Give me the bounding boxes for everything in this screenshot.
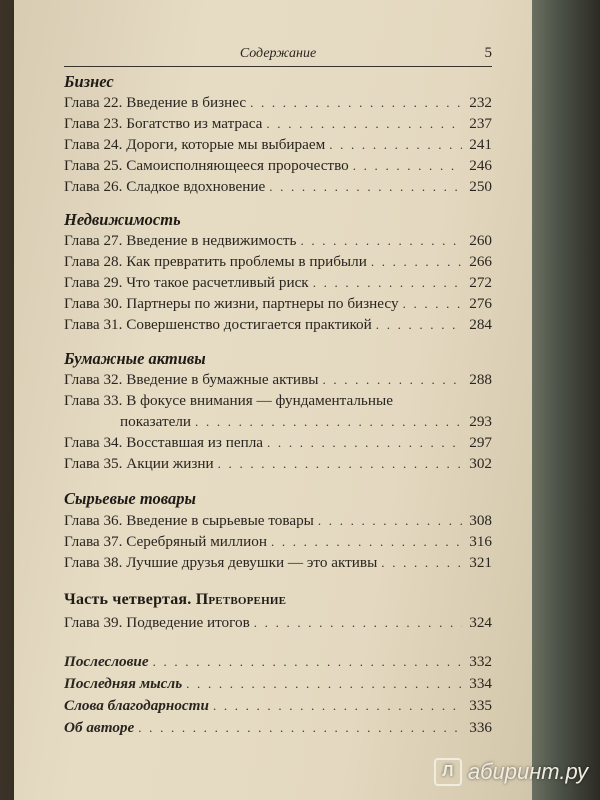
- section-title-business: Бизнес: [64, 72, 114, 91]
- leader-dots: [403, 296, 462, 312]
- toc-entry: [64, 232, 492, 252]
- toc-entry-back-matter: [64, 697, 492, 717]
- toc-entry-page: 308: [469, 512, 492, 529]
- toc-entry-text: Глава 24. Дороги, которые мы выбираем: [64, 136, 326, 153]
- toc-entry-text: Глава 25. Самоисполняющееся пророчество: [64, 157, 349, 174]
- toc-entry-text: Последняя мысль: [64, 675, 183, 692]
- section-title-real-estate: Недвижимость: [64, 210, 181, 229]
- leader-dots: [153, 654, 462, 670]
- part-four-prefix: Часть четвертая.: [64, 591, 192, 608]
- toc-entry-text-continued: показатели: [120, 413, 192, 430]
- leader-dots: [300, 233, 462, 249]
- running-header-title: Содержание: [239, 46, 317, 61]
- leader-dots: [318, 513, 462, 529]
- part-four-title: Претворение: [195, 591, 287, 608]
- toc-entry-page: 288: [469, 371, 492, 388]
- toc-entry: [64, 512, 492, 532]
- toc-entry-back-matter: [64, 719, 492, 739]
- leader-dots: [195, 414, 462, 430]
- toc-entry-page: 321: [469, 554, 492, 571]
- toc-entry-text: Глава 23. Богатство из матраса: [64, 115, 263, 132]
- toc-entry-continuation: [64, 413, 492, 433]
- toc-entry-page: 246: [469, 157, 492, 174]
- toc-entry-page: 293: [469, 413, 492, 430]
- leader-dots: [329, 137, 462, 153]
- toc-entry: [64, 178, 492, 198]
- leader-dots: [271, 534, 462, 550]
- header-rule: [64, 66, 492, 67]
- toc-entry-back-matter: [64, 675, 492, 695]
- toc-entry-page: 241: [469, 136, 492, 153]
- toc-entry-text: Послесловие: [64, 653, 149, 670]
- leader-dots: [376, 317, 462, 333]
- toc-entry-text: Глава 35. Акции жизни: [64, 455, 214, 472]
- toc-entry-text: Глава 22. Введение в бизнес: [64, 94, 247, 111]
- part-four-heading: [64, 591, 286, 609]
- toc-entry-text: Глава 32. Введение в бумажные активы: [64, 371, 319, 388]
- toc-entry-page: 276: [469, 295, 492, 312]
- toc-entry-page: 272: [469, 274, 492, 291]
- toc-entry: [64, 157, 492, 177]
- leader-dots: [218, 456, 462, 472]
- toc-entry-text: Глава 33. В фокусе внимания — фундаментальные: [64, 392, 393, 409]
- leader-dots: [353, 158, 462, 174]
- toc-entry-text: Глава 39. Подведение итогов: [64, 614, 250, 631]
- toc-entry-page: 237: [469, 115, 492, 132]
- toc-entry-page: 332: [469, 653, 492, 670]
- toc-entry-text: Об авторе: [64, 719, 135, 736]
- toc-entry-text: Слова благодарности: [64, 697, 209, 714]
- section-title-paper-assets: Бумажные активы: [64, 349, 206, 368]
- toc-entry: [64, 554, 492, 574]
- toc-entry: [64, 316, 492, 336]
- toc-entry-page: 284: [469, 316, 492, 333]
- toc-entry: [64, 253, 492, 273]
- toc-entry-page: 297: [469, 434, 492, 451]
- section-title-commodities: Сырьевые товары: [64, 489, 196, 508]
- toc-entry: [64, 371, 492, 391]
- toc-entry-first-line: [64, 392, 492, 412]
- toc-entry-page: 302: [469, 455, 492, 472]
- book-page: [14, 0, 532, 800]
- toc-entry: [64, 295, 492, 315]
- toc-entry-page: 335: [469, 697, 492, 714]
- toc-entry-page: 260: [469, 232, 492, 249]
- toc-entry: [64, 533, 492, 553]
- toc-entry: [64, 274, 492, 294]
- toc-entry: [64, 94, 492, 114]
- toc-entry-page: 324: [469, 614, 492, 631]
- leader-dots: [269, 179, 462, 195]
- leader-dots: [381, 555, 462, 571]
- page-number: 5: [484, 45, 492, 61]
- toc-entry-text: Глава 26. Сладкое вдохновение: [64, 178, 266, 195]
- toc-entry-page: 266: [469, 253, 492, 270]
- watermark-text: абиринт.ру: [467, 759, 588, 784]
- leader-dots: [250, 95, 462, 111]
- toc-entry-page: 336: [469, 719, 492, 736]
- toc-entry: [64, 455, 492, 475]
- toc-entry: [64, 434, 492, 454]
- running-header: [64, 44, 492, 66]
- toc-entry-text: Глава 30. Партнеры по жизни, партнеры по бизнесу: [64, 295, 399, 312]
- leader-dots: [254, 615, 462, 631]
- leader-dots: [138, 720, 462, 736]
- toc-entry-text: Глава 31. Совершенство достигается практикой: [64, 316, 372, 333]
- toc-entry-page: 250: [469, 178, 492, 195]
- toc-entry-text: Глава 37. Серебряный миллион: [64, 533, 267, 550]
- leader-dots: [322, 372, 462, 388]
- toc-entry-text: Глава 29. Что такое расчетливый риск: [64, 274, 309, 291]
- toc-entry-text: Глава 34. Восставшая из пепла: [64, 434, 264, 451]
- toc-entry: [64, 136, 492, 156]
- toc-entry-text: Глава 28. Как превратить проблемы в прибыли: [64, 253, 367, 270]
- toc-entry-text: Глава 36. Введение в сырьевые товары: [64, 512, 314, 529]
- leader-dots: [186, 676, 462, 692]
- leader-dots: [266, 116, 462, 132]
- leader-dots: [371, 254, 462, 270]
- toc-entry: [64, 614, 492, 634]
- toc-entry-text: Глава 27. Введение в недвижимость: [64, 232, 297, 249]
- toc-entry: [64, 115, 492, 135]
- toc-entry-page: 232: [469, 94, 492, 111]
- leader-dots: [313, 275, 462, 291]
- leader-dots: [267, 435, 462, 451]
- labirint-watermark: [434, 758, 588, 786]
- leader-dots: [213, 698, 462, 714]
- toc-entry-page: 316: [469, 533, 492, 550]
- background-edge: [532, 0, 600, 800]
- toc-entry-page: 334: [469, 675, 492, 692]
- toc-entry-text: Глава 38. Лучшие друзья девушки — это активы: [64, 554, 378, 571]
- toc-entry-back-matter: [64, 653, 492, 673]
- labirint-logo-icon: Л: [434, 758, 462, 786]
